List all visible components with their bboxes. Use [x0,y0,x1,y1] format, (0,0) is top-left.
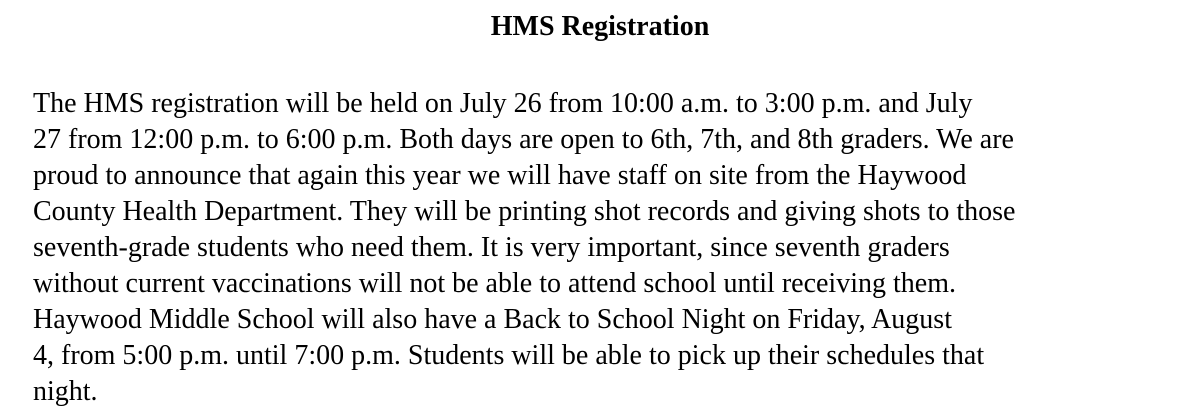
paragraph-line: County Health Department. They will be printing shot records and giving shots to those [33,196,1016,227]
paragraph-line: 27 from 12:00 p.m. to 6:00 p.m. Both days are open to 6th, 7th, and 8th graders. We are [33,124,1014,155]
paragraph-line: without current vaccinations will not be able to attend school until receiving them. [33,268,956,299]
paragraph-line: seventh-grade students who need them. It is very important, since seventh graders [33,232,950,263]
paragraph-line: Haywood Middle School will also have a Back to School Night on Friday, August [33,304,952,335]
document-title: HMS Registration [490,11,710,42]
paragraph-line: The HMS registration will be held on July 26 from 10:00 a.m. to 3:00 p.m. and July [33,88,973,119]
paragraph-line: 4, from 5:00 p.m. until 7:00 p.m. Students will be able to pick up their schedules that [33,340,985,371]
paragraph-line: night. [33,376,98,407]
document-paragraph [33,86,1015,410]
paragraph-line: proud to announce that again this year we will have staff on site from the Haywood [33,160,967,191]
